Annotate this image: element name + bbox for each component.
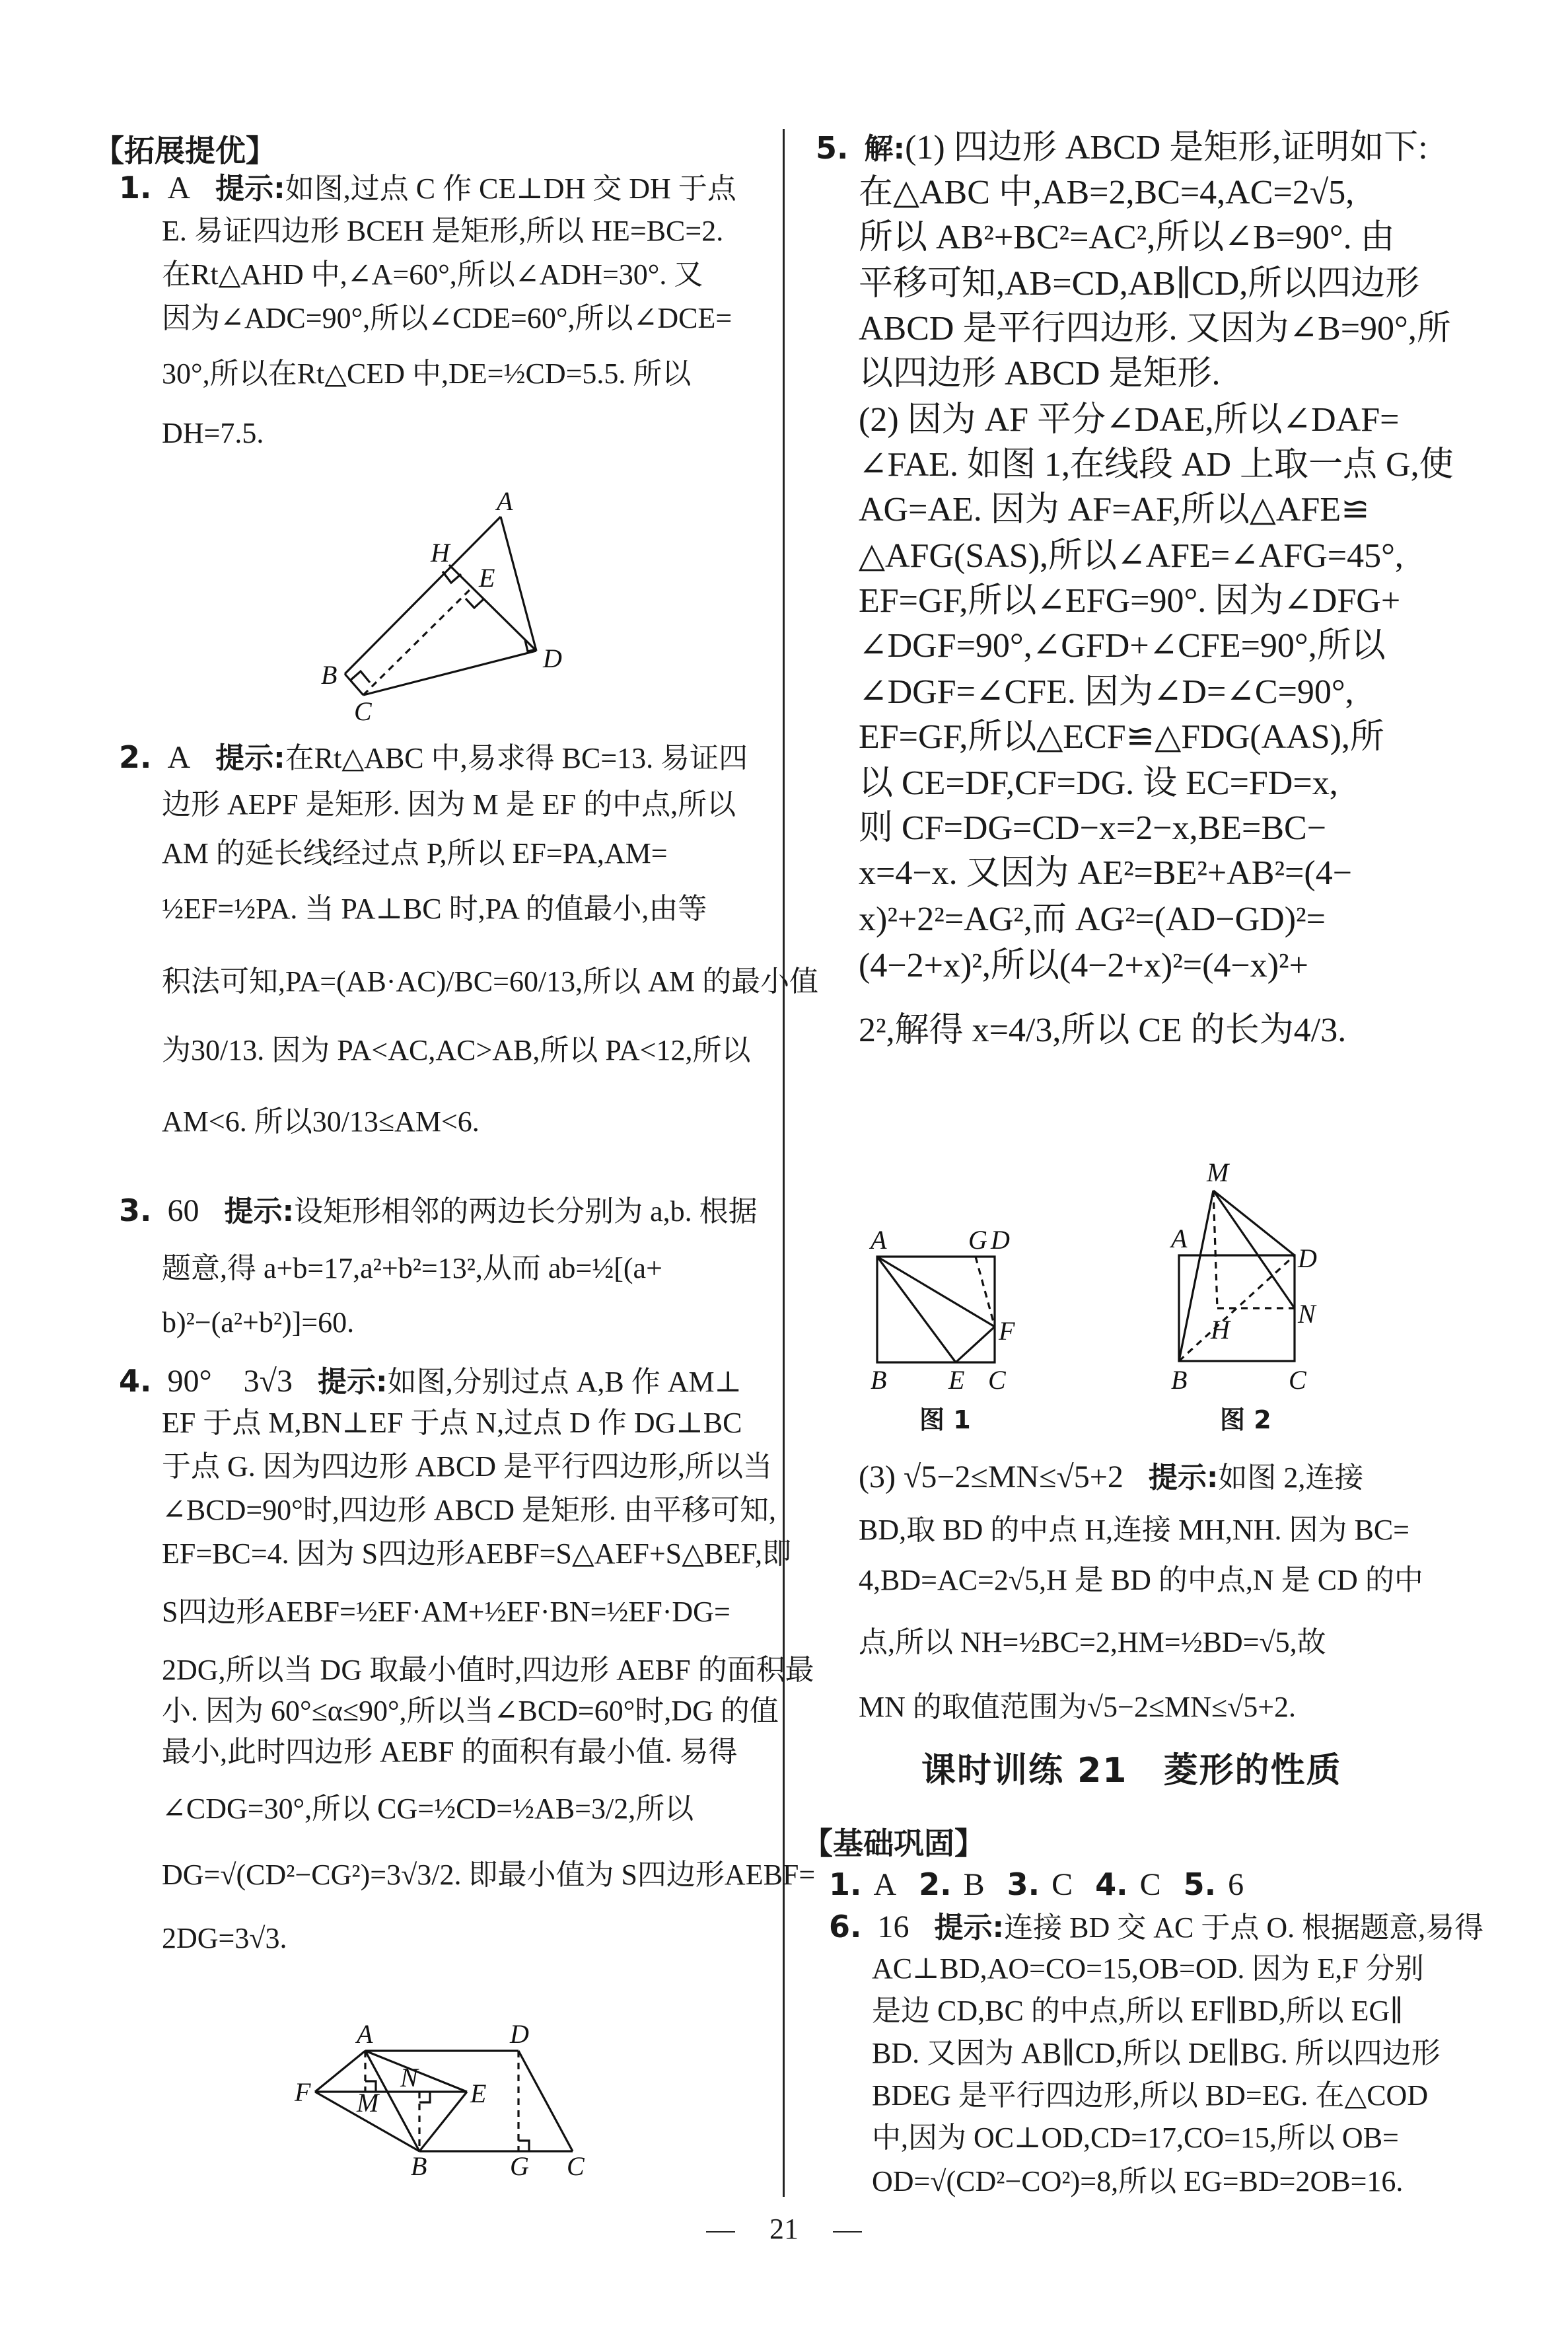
hint-text: 设矩形相邻的两边长分别为 a,b. 根据 <box>294 1195 758 1228</box>
point-label-m: M <box>1207 1158 1229 1187</box>
section-heading-extension: 【拓展提优】 <box>94 133 276 168</box>
hint-label: 提示: <box>318 1365 388 1399</box>
segment-eb <box>419 2092 467 2151</box>
point-label-d: D <box>543 644 562 673</box>
quick-answer-number: 3. <box>1007 1866 1040 1902</box>
hint-text: 如图 2,连接 <box>1218 1461 1364 1494</box>
hint-text: 在Rt△ABC 中,易求得 BC=13. 易证四 <box>285 742 748 774</box>
segment-dc <box>518 2051 573 2151</box>
point-label-b: B <box>871 1365 887 1395</box>
question-1-line-3: 因为∠ADC=90°,所以∠CDE=60°,所以∠DCE= <box>162 302 732 334</box>
point-label-f: F <box>295 2077 311 2107</box>
hint-text: 如图,分别过点 A,B 作 AM⊥ <box>387 1366 742 1398</box>
segment-ce-dashed <box>363 587 473 695</box>
question-2-line-6: AM<6. 所以30/13≤AM<6. <box>162 1105 480 1138</box>
hint-label: 提示: <box>1148 1461 1219 1495</box>
segment-af <box>877 1257 995 1327</box>
figure-q4-parallelogram <box>271 2019 614 2194</box>
question-answer: 60 <box>167 1193 199 1228</box>
segment-mh-dashed <box>1213 1191 1217 1308</box>
question-4-line-0 <box>119 1364 742 1399</box>
question-5-part2-line-9: 则 CF=DG=CD−x=2−x,BE=BC− <box>859 809 1327 847</box>
right-angle-b <box>350 671 370 683</box>
question-5-part2-line-0: (2) 因为 AF 平分∠DAE,所以∠DAF= <box>859 401 1400 439</box>
point-label-b: B <box>321 660 338 690</box>
lesson-title: 课时训练 21 菱形的性质 <box>921 1751 1342 1790</box>
question-5-part3-line-3: 点,所以 NH=½BC=2,HM=½BD=√5,故 <box>859 1626 1326 1658</box>
question-5-part2-line-5: ∠DGF=90°,∠GFD+∠CFE=90°,所以 <box>859 627 1386 665</box>
question-answer: 16 <box>877 1909 909 1944</box>
right-angle-g <box>518 2141 529 2151</box>
question-4-line-8: 最小,此时四边形 AEBF 的面积有最小值. 易得 <box>162 1736 738 1768</box>
figure-q1-quadrilateral <box>317 482 594 726</box>
question-5-part3-line-2: 4,BD=AC=2√5,H 是 BD 的中点,N 是 CD 的中 <box>859 1564 1423 1596</box>
question-2-line-4: 积法可知,PA=(AB·AC)/BC=60/13,所以 AM 的最小值 <box>162 965 819 998</box>
page-number-value: 21 <box>769 2213 799 2245</box>
question-number: 5. <box>816 130 849 166</box>
question-6-line-5: 中,因为 OC⊥OD,CD=17,CO=15,所以 OB= <box>872 2122 1399 2154</box>
question-5-part2-line-1: ∠FAE. 如图 1,在线段 AD 上取一点 G,使 <box>859 446 1454 484</box>
point-label-c: C <box>1289 1365 1306 1395</box>
question-number: 3. <box>119 1193 152 1228</box>
question-2-line-0 <box>119 740 748 776</box>
quick-answer-value: A <box>873 1867 897 1902</box>
right-angle-e <box>466 599 483 608</box>
question-6-line-4: BDEG 是平行四边形,所以 BD=EG. 在△COD <box>872 2079 1429 2112</box>
question-5-part1-line-3: 平移可知,AB=CD,AB∥CD,所以四边形 <box>859 265 1420 303</box>
question-1-line-5: DH=7.5. <box>162 417 264 449</box>
question-5-part2-line-12: (4−2+x)²,所以(4−2+x)²=(4−x)²+ <box>859 947 1308 984</box>
point-label-n: N <box>1298 1299 1316 1329</box>
question-1-line-4: 30°,所以在Rt△CED 中,DE=½CD=5.5. 所以 <box>162 357 692 390</box>
question-6-line-0 <box>829 1909 1483 1945</box>
page-number-dash-right <box>833 2231 862 2233</box>
quick-answers-row <box>829 1867 1269 1903</box>
question-5-part1-line-5: 以四边形 ABCD 是矩形. <box>859 355 1221 392</box>
point-label-g: G <box>968 1225 987 1255</box>
question-4-line-3: ∠BCD=90°时,四边形 ABCD 是矩形. 由平移可知, <box>162 1494 776 1526</box>
question-4-line-2: 于点 G. 因为四边形 ABCD 是平行四边形,所以当 <box>162 1450 773 1483</box>
question-4-line-7: 小. 因为 60°≤α≤90°,所以当∠BCD=60°时,DG 的值 <box>162 1695 779 1727</box>
question-4-line-5: S四边形AEBF=½EF·AM+½EF·BN=½EF·DG= <box>162 1596 731 1628</box>
point-label-e: E <box>479 563 495 593</box>
question-5-part1-line-2: 所以 AB²+BC²=AC²,所以∠B=90°. 由 <box>859 219 1395 256</box>
question-1-line-0 <box>119 170 736 206</box>
question-5-part1-line-4: ABCD 是平行四边形. 又因为∠B=90°,所 <box>859 310 1451 348</box>
segment-ae <box>877 1257 956 1362</box>
solution-text: (1) 四边形 ABCD 是矩形,证明如下: <box>905 129 1428 166</box>
question-5-part3-line-1: BD,取 BD 的中点 H,连接 MH,NH. 因为 BC= <box>859 1514 1409 1546</box>
point-label-c: C <box>988 1365 1006 1395</box>
question-5-part1-line-1: 在△ABC 中,AB=2,BC=4,AC=2√5, <box>859 174 1355 211</box>
question-5-part2-line-4: EF=GF,所以∠EFG=90°. 因为∠DFG+ <box>859 582 1401 620</box>
point-label-h: H <box>1211 1315 1230 1345</box>
question-5-part2-line-10: x=4−x. 又因为 AE²=BE²+AB²=(4− <box>859 854 1353 892</box>
question-5-line-0 <box>816 128 1428 169</box>
question-3-line-0 <box>119 1193 758 1229</box>
point-label-e: E <box>948 1365 965 1395</box>
point-label-h: H <box>431 538 450 568</box>
question-5-part2-line-13: 2²,解得 x=4/3,所以 CE 的长为4/3. <box>859 1012 1347 1049</box>
quick-answer-value: B <box>963 1867 985 1902</box>
point-label-b: B <box>411 2151 427 2181</box>
figure-1-rectangle <box>859 1150 1136 1395</box>
question-4-line-11: 2DG=3√3. <box>162 1922 287 1954</box>
point-label-a: A <box>1171 1224 1188 1253</box>
quick-answer-value: 6 <box>1228 1867 1244 1902</box>
segment-ad <box>501 517 536 651</box>
quick-answer-value: C <box>1139 1867 1161 1902</box>
question-number: 4. <box>119 1363 152 1399</box>
figure-2-rectangle-pyramid <box>1159 1150 1437 1395</box>
question-4-line-6: 2DG,所以当 DG 取最小值时,四边形 AEBF 的面积最 <box>162 1654 814 1686</box>
question-answer: A <box>167 740 191 775</box>
hint-text: 连接 BD 交 AC 于点 O. 根据题意,易得 <box>1004 1911 1484 1944</box>
point-label-c: C <box>354 696 372 726</box>
point-label-a: A <box>497 486 513 516</box>
quick-answer-value: C <box>1051 1867 1073 1902</box>
question-number: 6. <box>829 1909 862 1944</box>
question-number: 2. <box>119 739 152 775</box>
point-label-e: E <box>470 2079 487 2108</box>
question-3-line-1: 题意,得 a+b=17,a²+b²=13²,从而 ab=½[(a+ <box>162 1252 662 1284</box>
quick-answer-number: 1. <box>829 1866 862 1902</box>
question-6-line-3: BD. 又因为 AB∥CD,所以 DE∥BG. 所以四边形 <box>872 2037 1441 2069</box>
question-4-line-10: DG=√(CD²−CG²)=3√3/2. 即最小值为 S四边形AEBF= <box>162 1859 816 1891</box>
page-number <box>0 2212 1568 2246</box>
hint-label: 提示: <box>934 1911 1005 1944</box>
question-5-part2-line-7: EF=GF,所以△ECF≌△FDG(AAS),所 <box>859 718 1384 756</box>
point-label-g: G <box>510 2151 529 2181</box>
hint-text: 如图,过点 C 作 CE⊥DH 交 DH 于点 <box>285 172 736 205</box>
point-label-d: D <box>991 1225 1010 1255</box>
hint-label: 提示: <box>215 172 285 205</box>
quick-answer-number: 5. <box>1183 1866 1217 1902</box>
question-5-part3-line-0 <box>859 1460 1363 1495</box>
question-answer: 90° 3√3 <box>167 1364 293 1399</box>
point-label-a: A <box>357 2019 373 2049</box>
question-2-line-5: 为30/13. 因为 PA<AC,AC>AB,所以 PA<12,所以 <box>162 1034 751 1066</box>
segment-cd <box>363 651 536 695</box>
quick-answer-number: 2. <box>919 1866 952 1902</box>
solution-label: 解: <box>864 132 906 166</box>
question-2-line-1: 边形 AEPF 是矩形. 因为 M 是 EF 的中点,所以 <box>162 788 736 821</box>
hint-label: 提示: <box>215 741 285 775</box>
question-number: 1. <box>119 170 152 205</box>
question-6-line-6: OD=√(CD²−CO²)=8,所以 EG=BD=2OB=16. <box>872 2165 1404 2197</box>
segment-md <box>1213 1191 1295 1255</box>
question-4-line-1: EF 于点 M,BN⊥EF 于点 N,过点 D 作 DG⊥BC <box>162 1407 742 1439</box>
question-5-part2-line-6: ∠DGF=∠CFE. 因为∠D=∠C=90°, <box>859 673 1354 711</box>
question-1-line-2: 在Rt△AHD 中,∠A=60°,所以∠ADH=30°. 又 <box>162 258 703 291</box>
question-3-line-2: b)²−(a²+b²)]=60. <box>162 1306 355 1339</box>
segment-ab <box>345 517 501 674</box>
question-6-line-1: AC⊥BD,AO=CO=15,OB=OD. 因为 E,F 分别 <box>872 1952 1424 1985</box>
point-label-d: D <box>510 2019 529 2049</box>
question-2-line-2: AM 的延长线经过点 P,所以 EF=PA,AM= <box>162 837 668 869</box>
point-label-m: M <box>357 2088 379 2118</box>
question-6-line-2: 是边 CD,BC 的中点,所以 EF∥BD,所以 EG∥ <box>872 1995 1404 2027</box>
right-angle-n <box>419 2092 430 2102</box>
rectangle-abcd <box>877 1257 995 1362</box>
question-5-part2-line-2: AG=AE. 因为 AF=AF,所以△AFE≌ <box>859 491 1370 529</box>
point-label-a: A <box>871 1225 887 1255</box>
point-label-c: C <box>567 2151 585 2181</box>
question-5-part2-line-8: 以 CE=DF,CF=DG. 设 EC=FD=x, <box>859 764 1338 802</box>
segment-ef <box>956 1327 995 1362</box>
segment-mn <box>1213 1191 1295 1308</box>
section-heading-basics: 【基础巩固】 <box>802 1826 985 1861</box>
quick-answer-number: 4. <box>1095 1866 1128 1902</box>
question-5-part3-line-4: MN 的取值范围为√5−2≤MN≤√5+2. <box>859 1691 1297 1723</box>
question-2-line-3: ½EF=½PA. 当 PA⊥BC 时,PA 的值最小,由等 <box>162 893 707 925</box>
question-answer: A <box>167 170 191 205</box>
figure-1-caption: 图 1 <box>919 1405 971 1434</box>
question-5-part2-line-3: △AFG(SAS),所以∠AFE=∠AFG=45°, <box>859 537 1404 575</box>
figure-2-caption: 图 2 <box>1220 1405 1271 1434</box>
point-label-n: N <box>400 2063 418 2092</box>
page-number-dash-left <box>706 2231 735 2233</box>
hint-label: 提示: <box>224 1195 295 1228</box>
question-1-line-1: E. 易证四边形 BCEH 是矩形,所以 HE=BC=2. <box>162 215 724 247</box>
question-4-line-9: ∠CDG=30°,所以 CG=½CD=½AB=3/2,所以 <box>162 1792 694 1825</box>
question-4-line-4: EF=BC=4. 因为 S四边形AEBF=S△AEF+S△BEF,即 <box>162 1537 792 1570</box>
point-label-b: B <box>1171 1365 1188 1395</box>
part3-answer: (3) √5−2≤MN≤√5+2 <box>859 1459 1123 1495</box>
point-label-f: F <box>999 1316 1015 1346</box>
question-5-part2-line-11: x)²+2²=AG²,而 AG²=(AD−GD)²= <box>859 901 1326 938</box>
segment-af <box>315 2051 365 2092</box>
point-label-d: D <box>1298 1243 1317 1273</box>
